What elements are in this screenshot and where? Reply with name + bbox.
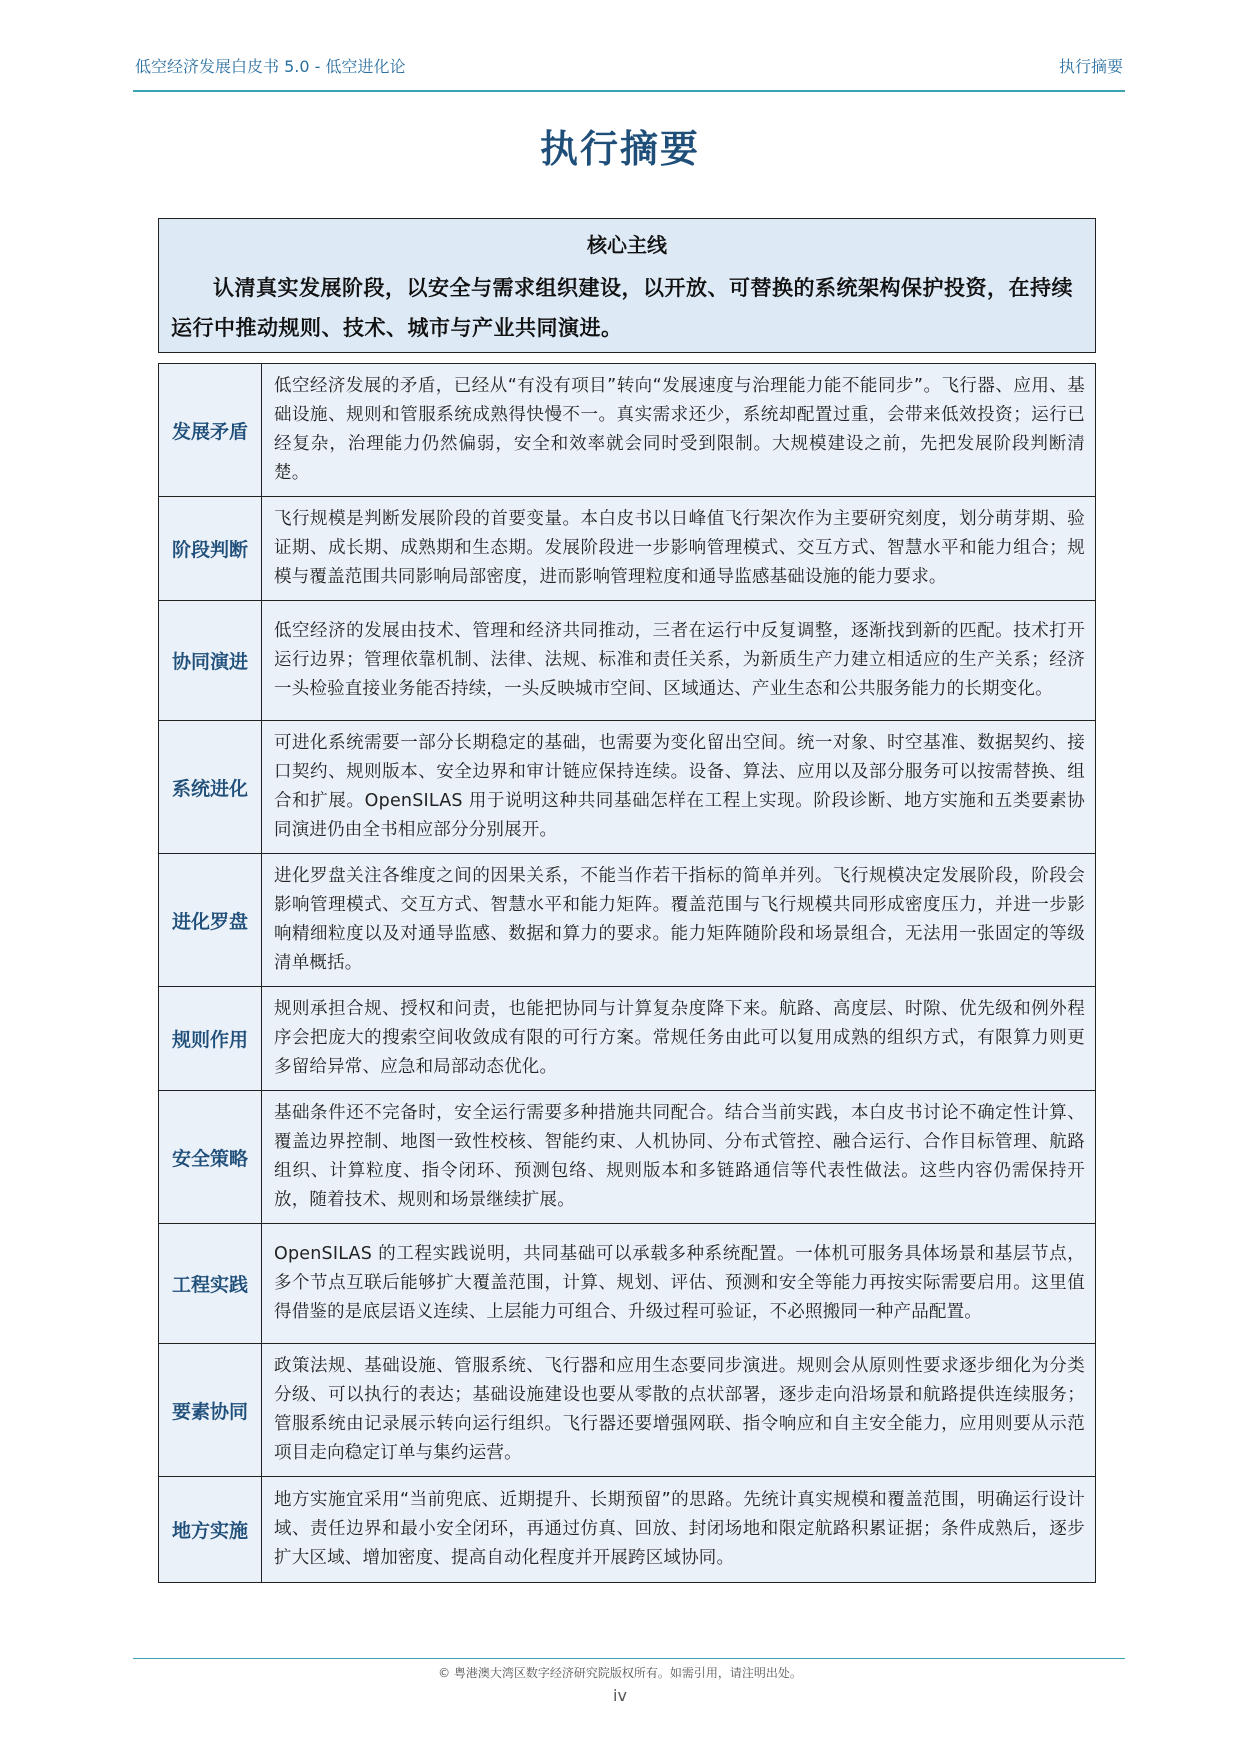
topic-text: 政策法规、基础设施、管服系统、飞行器和应用生态要同步演进。规则会从原则性要求逐步细化为分类分级、可以执行的表达；基础设施建设也要从零散的点状部署，逐步走向沿场景和航路提供连续服务；管服系统由记录展示转向运行组织。飞行器还要增强网联、指令响应和自主安全能力，应用则要从示范项目走向稳定订单与集约运营。 [262,1344,1096,1477]
topic-label: 协同演进 [159,601,262,721]
document-title: 低空经济发展白皮书 5.0 - 低空进化论 [135,56,406,76]
topic-text: 低空经济的发展由技术、管理和经济共同推动，三者在运行中反复调整，逐渐找到新的匹配。技术打开运行边界；管理依靠机制、法律、法规、标准和责任关系，为新质生产力建立相适应的生产关系；经济一头检验直接业务能否持续，一头反映城市空间、区域通达、产业生态和公共服务能力的长期变化。 [262,601,1096,721]
core-summary-text: 认清真实发展阶段，以安全与需求组织建设，以开放、可替换的系统架构保护投资，在持续运行中推动规则、技术、城市与产业共同演进。 [171,276,1073,340]
table-row [159,364,1096,497]
topic-text: 基础条件还不完备时，安全运行需要多种措施共同配合。结合当前实践，本白皮书讨论不确定性计算、覆盖边界控制、地图一致性校核、智能约束、人机协同、分布式管控、融合运行、合作目标管理、航路组织、计算粒度、指令闭环、预测包络、规则版本和多链路通信等代表性做法。这些内容仍需保持开放，随着技术、规则和场景继续扩展。 [262,1091,1096,1224]
topic-label: 发展矛盾 [159,364,262,497]
topic-label: 要素协同 [159,1344,262,1477]
topic-text: 地方实施宜采用“当前兜底、近期提升、长期预留”的思路。先统计真实规模和覆盖范围，明确运行设计域、责任边界和最小安全闭环，再通过仿真、回放、封闭场地和限定航路积累证据；条件成熟后，逐步扩大区域、增加密度、提高自动化程度并开展跨区域协同。 [262,1477,1096,1583]
running-header [133,50,1125,92]
topic-text: 进化罗盘关注各维度之间的因果关系，不能当作若干指标的简单并列。飞行规模决定发展阶段，阶段会影响管理模式、交互方式、智慧水平和能力矩阵。覆盖范围与飞行规模共同形成密度压力，并进一步影响精细粒度以及对通导监感、数据和算力的要求。能力矩阵随阶段和场景组合，无法用一张固定的等级清单概括。 [262,854,1096,987]
topic-text: 飞行规模是判断发展阶段的首要变量。本白皮书以日峰值飞行架次作为主要研究刻度，划分萌芽期、验证期、成长期、成熟期和生态期。发展阶段进一步影响管理模式、交互方式、智慧水平和能力组合；规模与覆盖范围共同影响局部密度，进而影响管理粒度和通导监感基础设施的能力要求。 [262,497,1096,601]
summary-table [158,363,1096,1583]
table-row [159,1091,1096,1224]
topic-label: 进化罗盘 [159,854,262,987]
table-row [159,1477,1096,1583]
table-row [159,854,1096,987]
topic-text: 规则承担合规、授权和问责，也能把协同与计算复杂度降下来。航路、高度层、时隙、优先级和例外程序会把庞大的搜索空间收敛成有限的可行方案。常规任务由此可以复用成熟的组织方式，有限算力则更多留给异常、应急和局部动态优化。 [262,987,1096,1091]
topic-label: 工程实践 [159,1224,262,1344]
topic-label: 系统进化 [159,721,262,854]
section-title: 执行摘要 [1058,56,1123,76]
topic-label: 阶段判断 [159,497,262,601]
topic-text: 低空经济发展的矛盾，已经从“有没有项目”转向“发展速度与治理能力能不能同步”。飞行器、应用、基础设施、规则和管服系统成熟得快慢不一。真实需求还少，系统却配置过重，会带来低效投资；运行已经复杂，治理能力仍然偏弱，安全和效率就会同时受到限制。大规模建设之前，先把发展阶段判断清楚。 [262,364,1096,497]
core-summary-box [158,218,1096,353]
topic-text: 可进化系统需要一部分长期稳定的基础，也需要为变化留出空间。统一对象、时空基准、数据契约、接口契约、规则版本、安全边界和审计链应保持连续。设备、算法、应用以及部分服务可以按需替换、组合和扩展。OpenSILAS 用于说明这种共同基础怎样在工程上实现。阶段诊断、地方实施和五类要素协同演进仍由全书相应部分分别展开。 [262,721,1096,854]
page-title: 执行摘要 [539,127,700,171]
table-row [159,601,1096,721]
table-row [159,497,1096,601]
table-row [159,987,1096,1091]
table-row [159,1224,1096,1344]
topic-label: 地方实施 [159,1477,262,1583]
table-row [159,1344,1096,1477]
page-number: iv [613,1686,627,1705]
copyright-notice: © 粤港澳大湾区数字经济研究院版权所有。如需引用，请注明出处。 [438,1666,802,1680]
topic-text: OpenSILAS 的工程实践说明，共同基础可以承载多种系统配置。一体机可服务具体场景和基层节点，多个节点互联后能够扩大覆盖范围，计算、规划、评估、预测和安全等能力再按实际需要启用。这里值得借鉴的是底层语义连续、上层能力可组合、升级过程可验证，不必照搬同一种产品配置。 [262,1224,1096,1344]
table-row [159,721,1096,854]
topic-label: 安全策略 [159,1091,262,1224]
topic-label: 规则作用 [159,987,262,1091]
core-summary-heading: 核心主线 [587,233,667,257]
footer-divider [133,1658,1125,1659]
